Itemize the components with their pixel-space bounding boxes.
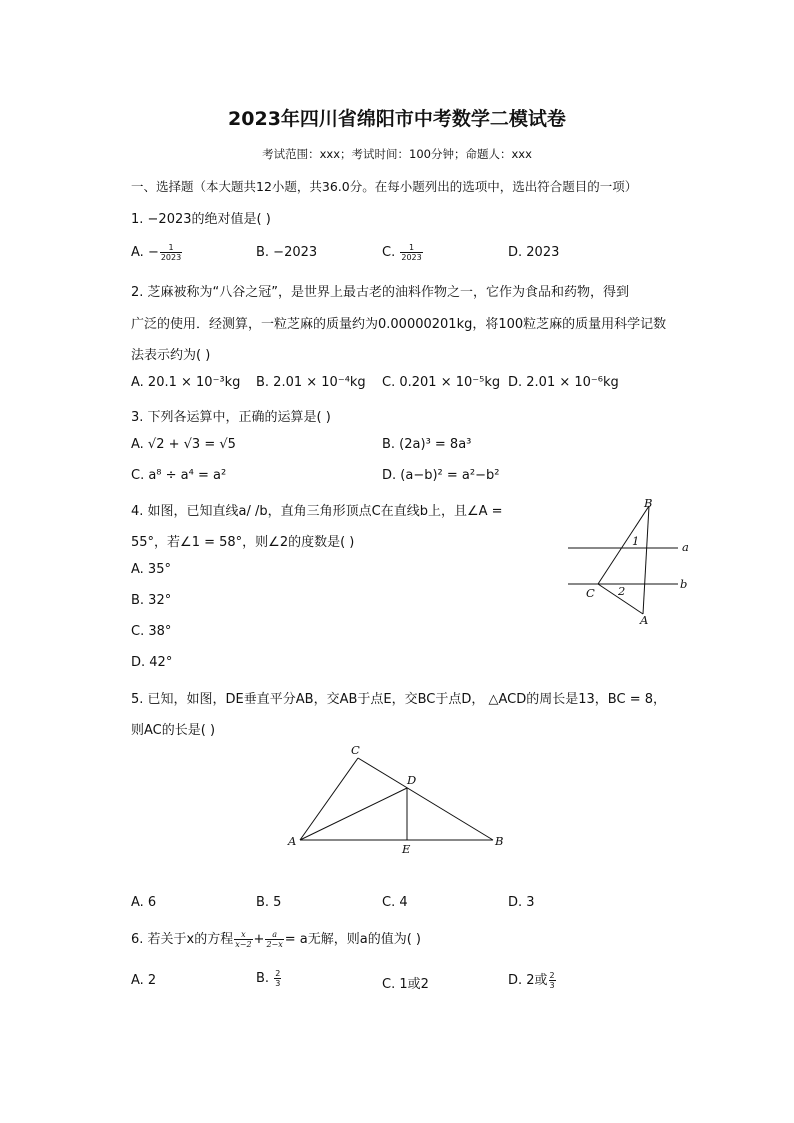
- q1-option-c[interactable]: [382, 243, 424, 262]
- option-label: C.: [382, 245, 396, 260]
- label-line-a: a: [682, 540, 689, 554]
- label-e: E: [402, 842, 411, 856]
- label-c-vertex: C: [586, 586, 595, 600]
- page-title: 2023年四川省绵阳市中考数学二模试卷: [228, 108, 566, 130]
- q6-stem-pre: 6. 若关于x的方程: [131, 932, 234, 947]
- q3-option-d[interactable]: D. (a−b)² = a²−b²: [382, 468, 500, 483]
- q5-line2: 则AC的长是( ): [131, 723, 216, 738]
- q1-option-b[interactable]: B. −2023: [256, 245, 318, 260]
- segment-ad: [300, 788, 407, 840]
- q4-line2: 55°，若∠1 = 58°，则∠2的度数是( ): [131, 535, 355, 550]
- label-d: D: [407, 773, 417, 787]
- label-angle-1: 1: [632, 534, 640, 548]
- fraction: $\frac{1}{2023}$: [401, 243, 422, 262]
- q3-option-a[interactable]: A. √2 + √3 = √5: [131, 437, 236, 452]
- q2-option-c[interactable]: C. 0.201 × 10⁻⁵kg: [382, 375, 501, 390]
- option-label: B.: [256, 971, 270, 986]
- minus-sign: −: [147, 245, 159, 260]
- option-label: A.: [131, 245, 144, 260]
- label-angle-2: 2: [618, 584, 626, 598]
- q2-option-a[interactable]: A. 20.1 × 10⁻³kg: [131, 375, 241, 390]
- label-c: C: [351, 743, 360, 757]
- q1-option-a[interactable]: [131, 243, 183, 262]
- q6-stem: [131, 928, 421, 949]
- q4-figure: [560, 492, 700, 632]
- segment-ca: [300, 758, 358, 840]
- segment-cb: [598, 506, 649, 584]
- q1-option-d[interactable]: D. 2023: [508, 245, 560, 260]
- q6-option-d[interactable]: [508, 969, 557, 990]
- q3-stem: 3. 下列各运算中，正确的运算是( ): [131, 410, 331, 425]
- q6-option-b[interactable]: [256, 969, 282, 988]
- q4-option-a[interactable]: A. 35°: [131, 562, 171, 577]
- label-a: A: [288, 834, 297, 848]
- q2-line3: 法表示约为( ): [131, 348, 211, 363]
- q6-option-c[interactable]: C. 1或2: [382, 977, 429, 992]
- q2-option-d[interactable]: D. 2.01 × 10⁻⁶kg: [508, 375, 619, 390]
- q6-stem-post: = a无解，则a的值为( ): [284, 932, 421, 947]
- q4-option-b[interactable]: B. 32°: [131, 593, 172, 608]
- q5-figure: [285, 738, 515, 858]
- q4-option-c[interactable]: C. 38°: [131, 624, 172, 639]
- fraction: $\frac{1}{2023}$: [160, 243, 182, 262]
- q5-option-b[interactable]: B. 5: [256, 895, 282, 910]
- fraction: $\frac{2}{3}$: [549, 971, 555, 990]
- q5-option-a[interactable]: A. 6: [131, 895, 157, 910]
- label-b: B: [495, 834, 504, 848]
- label-line-b: b: [680, 577, 688, 591]
- fraction: $\frac{2}{3}$: [275, 969, 281, 988]
- exam-info: 考试范围：xxx；考试时间：100分钟；命题人：xxx: [262, 147, 532, 161]
- fraction-1: $\frac{x}{x-2}$: [235, 930, 252, 949]
- q2-line1: 2. 芝麻被称为“八谷之冠”，是世界上最古老的油料作物之一，它作为食品和药物，得到: [131, 285, 630, 300]
- option-label: D. 2或: [508, 973, 548, 988]
- q2-line2: 广泛的使用．经测算，一粒芝麻的质量约为0.00000201kg，将100粒芝麻的质量用科学记数: [131, 317, 667, 332]
- q5-option-d[interactable]: D. 3: [508, 895, 535, 910]
- q6-option-a[interactable]: A. 2: [131, 973, 157, 988]
- q3-option-c[interactable]: C. a⁸ ÷ a⁴ = a²: [131, 468, 227, 483]
- label-b-vertex: B: [644, 496, 653, 510]
- label-a-vertex: A: [640, 613, 649, 627]
- fraction-2: $\frac{a}{2-x}$: [266, 930, 283, 949]
- q5-option-c[interactable]: C. 4: [382, 895, 408, 910]
- q2-option-b[interactable]: B. 2.01 × 10⁻⁴kg: [256, 375, 366, 390]
- section-heading: 一、选择题（本大题共12小题，共36.0分。在每小题列出的选项中，选出符合题目的一项）: [131, 179, 638, 194]
- q4-option-d[interactable]: D. 42°: [131, 655, 173, 670]
- q4-line1: 4. 如图，已知直线a/ /b，直角三角形顶点C在直线b上，且∠A =: [131, 504, 503, 519]
- plus-sign: +: [253, 932, 265, 947]
- segment-cb: [358, 758, 493, 840]
- q3-option-b[interactable]: B. (2a)³ = 8a³: [382, 437, 472, 452]
- segment-ba: [643, 506, 649, 614]
- q5-line1: 5. 已知，如图，DE垂直平分AB，交AB于点E，交BC于点D， △ACD的周长是13，BC = 8，: [131, 692, 666, 707]
- q1-stem: 1. −2023的绝对值是( ): [131, 212, 271, 227]
